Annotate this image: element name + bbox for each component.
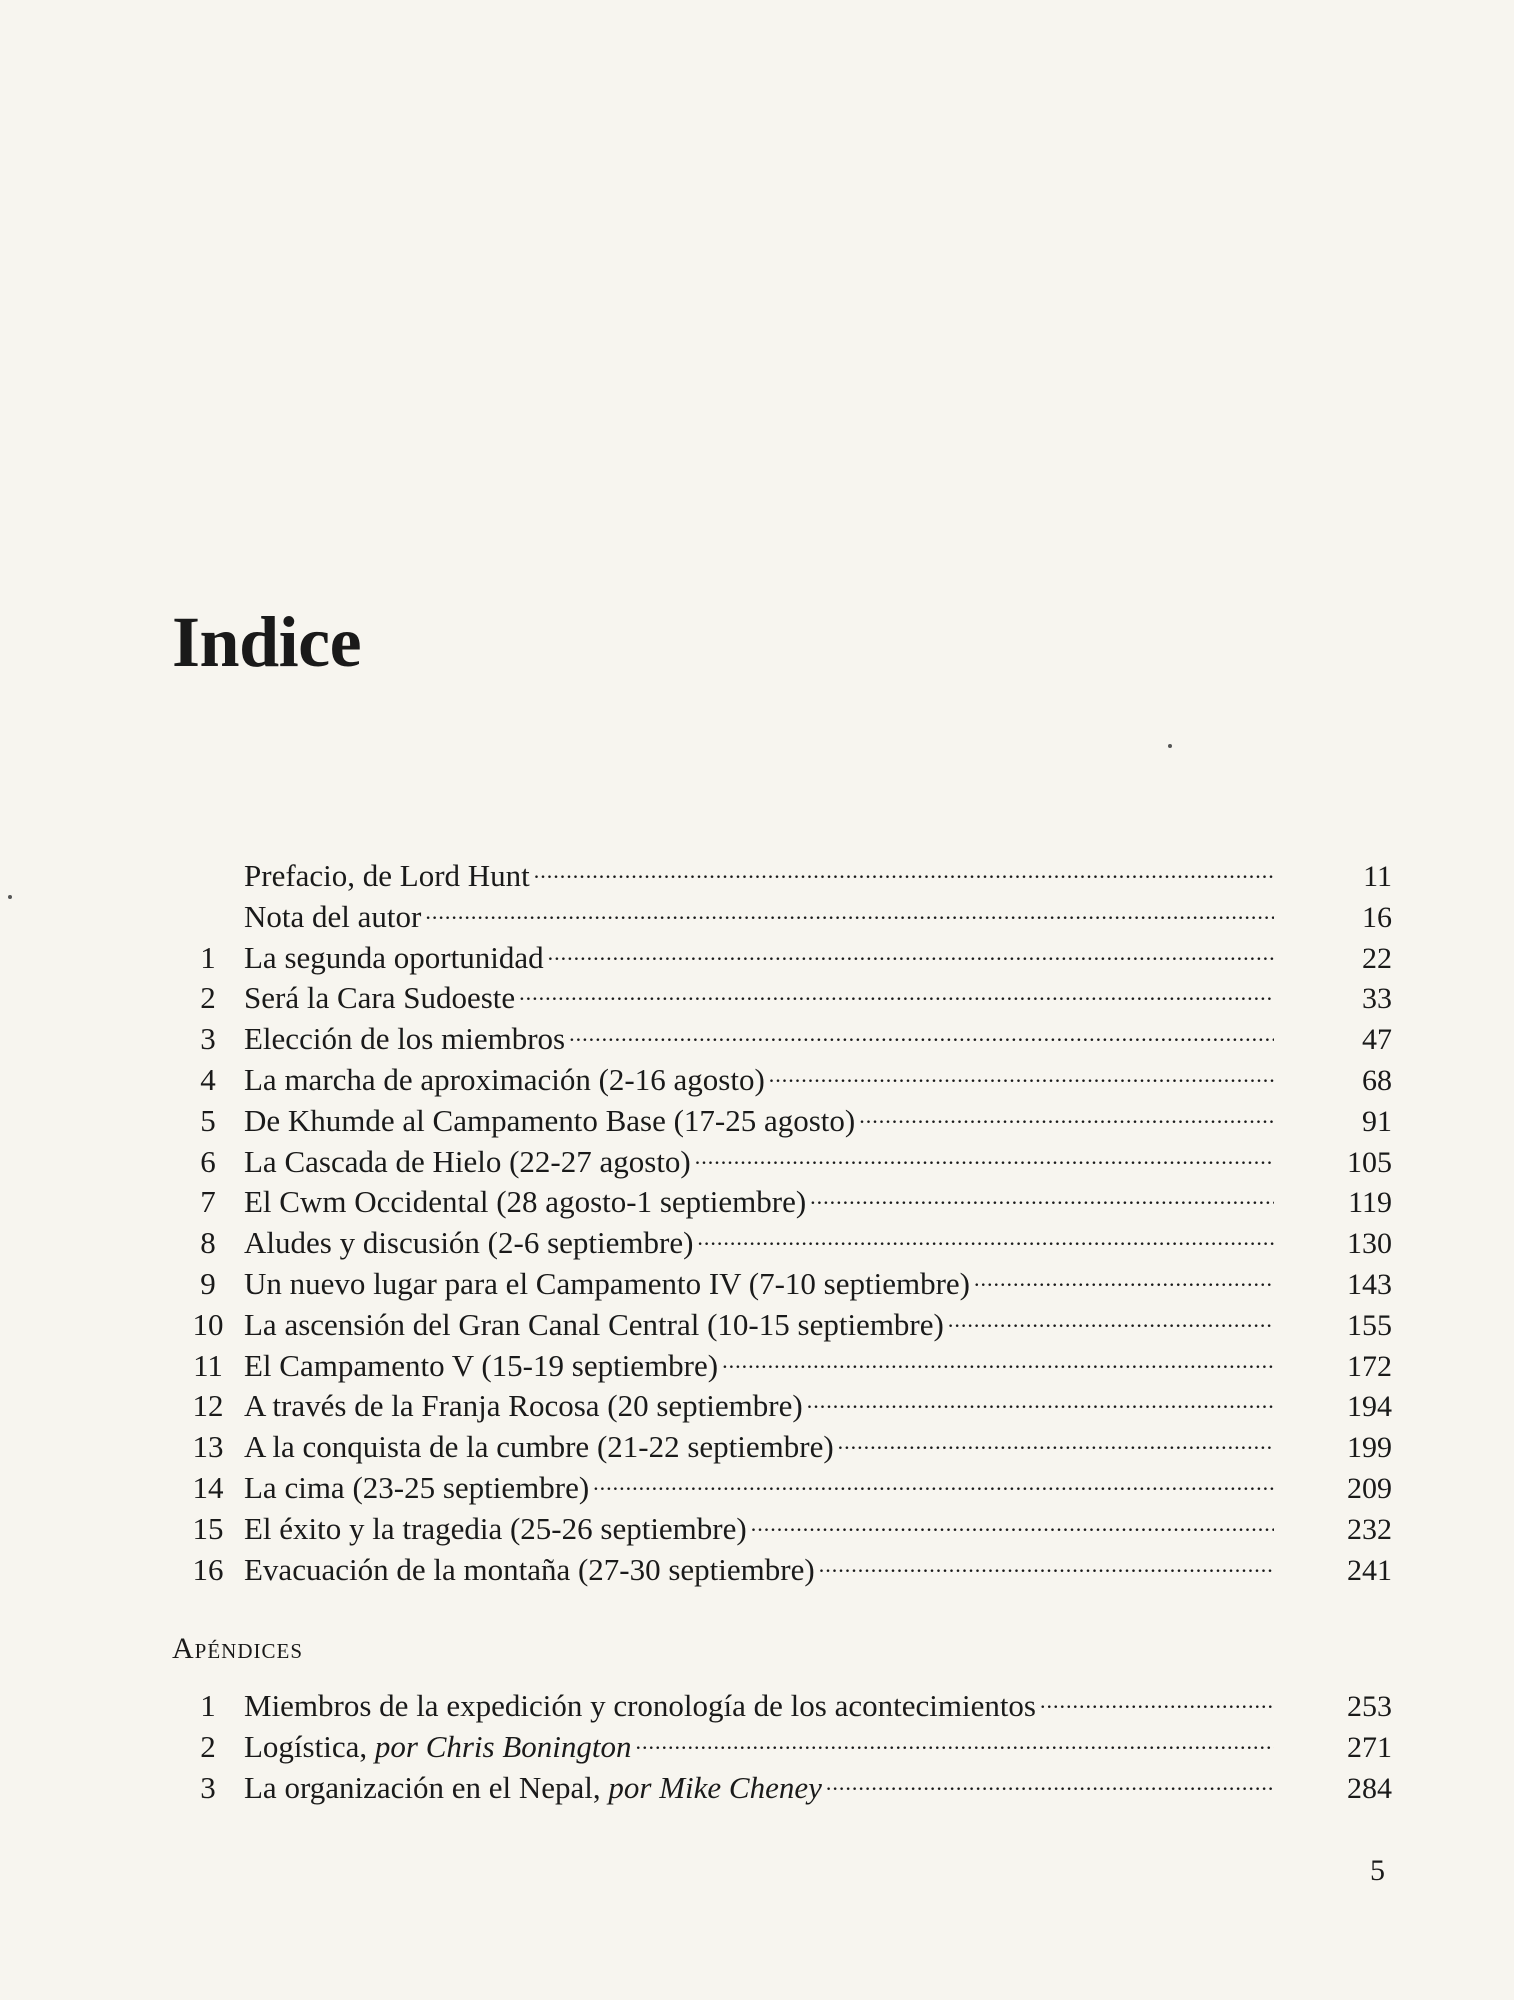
entry-number: 11 <box>193 1347 223 1383</box>
entry-page-number: 130 <box>1347 1227 1392 1261</box>
entry-title <box>244 897 421 938</box>
dot-leader <box>425 897 1274 927</box>
dot-leader <box>548 938 1274 968</box>
entry-title-with-leader <box>244 1727 1344 1768</box>
entry-title <box>244 1305 944 1346</box>
dot-leader <box>974 1264 1274 1294</box>
entry-page-number: 16 <box>1362 900 1392 934</box>
toc-entry <box>172 938 1392 979</box>
paper-speck <box>1168 744 1172 748</box>
entry-title-text: Será la Cara Sudoeste <box>244 980 516 1016</box>
entry-title-with-leader <box>244 1386 1344 1427</box>
entry-number: 6 <box>200 1143 216 1179</box>
entry-number: 1 <box>200 1688 216 1723</box>
entry-title-with-leader <box>244 1346 1344 1387</box>
entry-title-text: A través de la Franja Rocosa (20 septiembre) <box>244 1388 803 1424</box>
entry-number: 10 <box>192 1306 224 1342</box>
toc-entry <box>172 1101 1392 1142</box>
entry-title <box>244 978 515 1019</box>
dot-leader <box>859 1101 1274 1131</box>
dot-leader <box>569 1019 1274 1049</box>
toc-entry <box>172 1427 1392 1468</box>
toc-entry <box>172 1305 1392 1346</box>
entry-title <box>244 1427 834 1468</box>
entry-page-number: 119 <box>1348 1186 1392 1220</box>
toc-entry <box>172 1060 1392 1101</box>
entry-title-text: Elección de los miembros <box>244 1021 566 1057</box>
entry-page-number: 11 <box>1363 860 1392 893</box>
toc-entry <box>172 1468 1392 1509</box>
entry-author: Chris Bonington <box>425 1728 632 1764</box>
dot-leader <box>807 1386 1274 1416</box>
entry-title <box>244 1509 747 1550</box>
entry-page-number: 232 <box>1347 1512 1392 1546</box>
entry-title-text: La organización en el Nepal, <box>244 1769 601 1805</box>
dot-leader <box>697 1223 1274 1253</box>
entry-title <box>244 856 530 897</box>
entry-number: 12 <box>192 1388 224 1424</box>
entry-title-text: Logística, <box>244 1728 368 1764</box>
entry-page-number: 172 <box>1347 1349 1392 1383</box>
toc-entry <box>172 1346 1392 1387</box>
dot-leader <box>819 1550 1274 1580</box>
appendix-entry <box>172 1686 1392 1727</box>
entry-title-text: Miembros de la expedición y cronología de los acontecimientos <box>244 1688 1036 1723</box>
toc-entry <box>172 856 1392 897</box>
dot-leader <box>519 978 1274 1008</box>
entry-title <box>244 1346 718 1387</box>
dot-leader <box>593 1468 1274 1498</box>
toc-entry <box>172 1223 1392 1264</box>
dot-leader <box>722 1346 1274 1376</box>
entry-title-with-leader <box>244 1101 1344 1142</box>
entry-page-number: 284 <box>1347 1771 1392 1805</box>
entry-title <box>244 1182 806 1223</box>
dot-leader <box>1040 1686 1274 1716</box>
entry-title-text: Un nuevo lugar para el Campamento IV (7-10 septiembre) <box>244 1265 970 1301</box>
entry-title-text: La marcha de aproximación (2-16 agosto) <box>244 1061 765 1097</box>
entry-page-number: 22 <box>1362 941 1392 975</box>
entry-page-number: 253 <box>1347 1690 1392 1723</box>
dot-leader <box>534 856 1274 886</box>
entry-number: 4 <box>200 1061 216 1097</box>
entry-page-number: 194 <box>1347 1390 1392 1424</box>
entry-number: 2 <box>200 980 216 1016</box>
appendices-list <box>172 1686 1392 1808</box>
entry-title-text: El éxito y la tragedia (25-26 septiembre) <box>244 1510 747 1546</box>
toc-entry <box>172 1550 1392 1591</box>
dot-leader <box>695 1142 1274 1172</box>
entry-author-prefix: por <box>374 1728 418 1764</box>
toc-entry <box>172 1182 1392 1223</box>
toc-entry <box>172 1386 1392 1427</box>
table-of-contents <box>172 856 1392 1590</box>
entry-title-text: Evacuación de la montaña (27-30 septiembre) <box>244 1551 815 1587</box>
toc-entry <box>172 1509 1392 1550</box>
entry-title <box>244 1060 765 1101</box>
dot-leader <box>769 1060 1274 1090</box>
appendix-entry <box>172 1768 1392 1809</box>
entry-title <box>244 1142 691 1183</box>
entry-page-number: 209 <box>1347 1471 1392 1505</box>
entry-page-number: 68 <box>1362 1063 1392 1097</box>
page-number: 5 <box>1370 1854 1385 1887</box>
entry-title <box>244 1468 589 1509</box>
entry-title-text: El Campamento V (15-19 septiembre) <box>244 1347 719 1383</box>
entry-number: 3 <box>200 1769 216 1805</box>
entry-page-number: 199 <box>1347 1431 1392 1465</box>
entry-title <box>244 1768 822 1809</box>
dot-leader <box>826 1768 1274 1798</box>
entry-page-number: 91 <box>1362 1104 1392 1138</box>
entry-title <box>244 1686 1036 1727</box>
entry-title <box>244 1386 803 1427</box>
dot-leader <box>838 1427 1274 1457</box>
entry-number: 14 <box>192 1469 224 1505</box>
entry-title-with-leader <box>244 978 1344 1019</box>
entry-title-text: Prefacio, de Lord Hunt <box>244 858 530 893</box>
paper-speck <box>8 895 12 899</box>
entry-number: 9 <box>200 1265 216 1301</box>
entry-number: 3 <box>200 1021 216 1057</box>
entry-title-text: De Khumde al Campamento Base (17-25 agosto) <box>244 1102 856 1138</box>
toc-entry <box>172 978 1392 1019</box>
page-title: Indice <box>172 602 362 682</box>
entry-title-with-leader <box>244 1223 1344 1264</box>
entry-number: 8 <box>200 1225 216 1261</box>
entry-title-text: La ascensión del Gran Canal Central (10-15 septiembre) <box>244 1306 944 1342</box>
entry-title-with-leader <box>244 1305 1344 1346</box>
entry-title-with-leader <box>244 1468 1344 1509</box>
appendix-entry <box>172 1727 1392 1768</box>
entry-title <box>244 1019 565 1060</box>
entry-title-with-leader <box>244 1019 1344 1060</box>
entry-title-with-leader <box>244 856 1344 897</box>
entry-title-with-leader <box>244 1264 1344 1305</box>
appendices-heading: Apéndices <box>172 1632 304 1665</box>
entry-title-with-leader <box>244 1182 1344 1223</box>
entry-title-text: La cima (23-25 septiembre) <box>244 1469 590 1505</box>
entry-title-text: La segunda oportunidad <box>244 939 544 975</box>
entry-title-text: La Cascada de Hielo (22-27 agosto) <box>244 1143 691 1179</box>
entry-number: 5 <box>200 1102 216 1138</box>
entry-title-with-leader <box>244 938 1344 979</box>
toc-entry <box>172 1264 1392 1305</box>
entry-number: 13 <box>192 1429 224 1465</box>
entry-page-number: 271 <box>1347 1730 1392 1764</box>
entry-title-with-leader <box>244 1768 1344 1809</box>
entry-title <box>244 1223 693 1264</box>
entry-page-number: 105 <box>1347 1145 1392 1179</box>
entry-page-number: 241 <box>1347 1553 1392 1587</box>
entry-title-text: Nota del autor <box>244 898 422 934</box>
dot-leader <box>810 1182 1274 1212</box>
toc-entry <box>172 1019 1392 1060</box>
entry-page-number: 47 <box>1362 1023 1392 1057</box>
entry-title-with-leader <box>244 1060 1344 1101</box>
entry-author: Mike Cheney <box>659 1769 822 1805</box>
entry-title-text: Aludes y discusión (2-6 septiembre) <box>244 1225 694 1261</box>
dot-leader <box>751 1509 1274 1539</box>
entry-title-with-leader <box>244 1686 1344 1727</box>
entry-number: 16 <box>192 1551 224 1587</box>
entry-title <box>244 1727 632 1768</box>
entry-title-with-leader <box>244 1427 1344 1468</box>
entry-title <box>244 1550 815 1591</box>
entry-page-number: 33 <box>1362 982 1392 1016</box>
entry-title-with-leader <box>244 897 1344 938</box>
entry-page-number: 143 <box>1347 1267 1392 1301</box>
entry-title <box>244 938 544 979</box>
entry-title <box>244 1101 855 1142</box>
entry-title-text: El Cwm Occidental (28 agosto-1 septiembre) <box>244 1184 807 1220</box>
entry-author-prefix: por <box>608 1769 652 1805</box>
toc-entry <box>172 897 1392 938</box>
entry-title-with-leader <box>244 1142 1344 1183</box>
dot-leader <box>948 1305 1274 1335</box>
entry-number: 2 <box>200 1728 216 1764</box>
entry-title-with-leader <box>244 1509 1344 1550</box>
entry-title-text: A la conquista de la cumbre (21-22 septiembre) <box>244 1429 834 1465</box>
entry-number: 7 <box>200 1184 216 1220</box>
entry-title-with-leader <box>244 1550 1344 1591</box>
entry-title <box>244 1264 970 1305</box>
entry-page-number: 155 <box>1347 1308 1392 1342</box>
dot-leader <box>636 1727 1274 1757</box>
toc-entry <box>172 1142 1392 1183</box>
entry-number: 15 <box>192 1510 224 1546</box>
entry-number: 1 <box>200 939 216 975</box>
